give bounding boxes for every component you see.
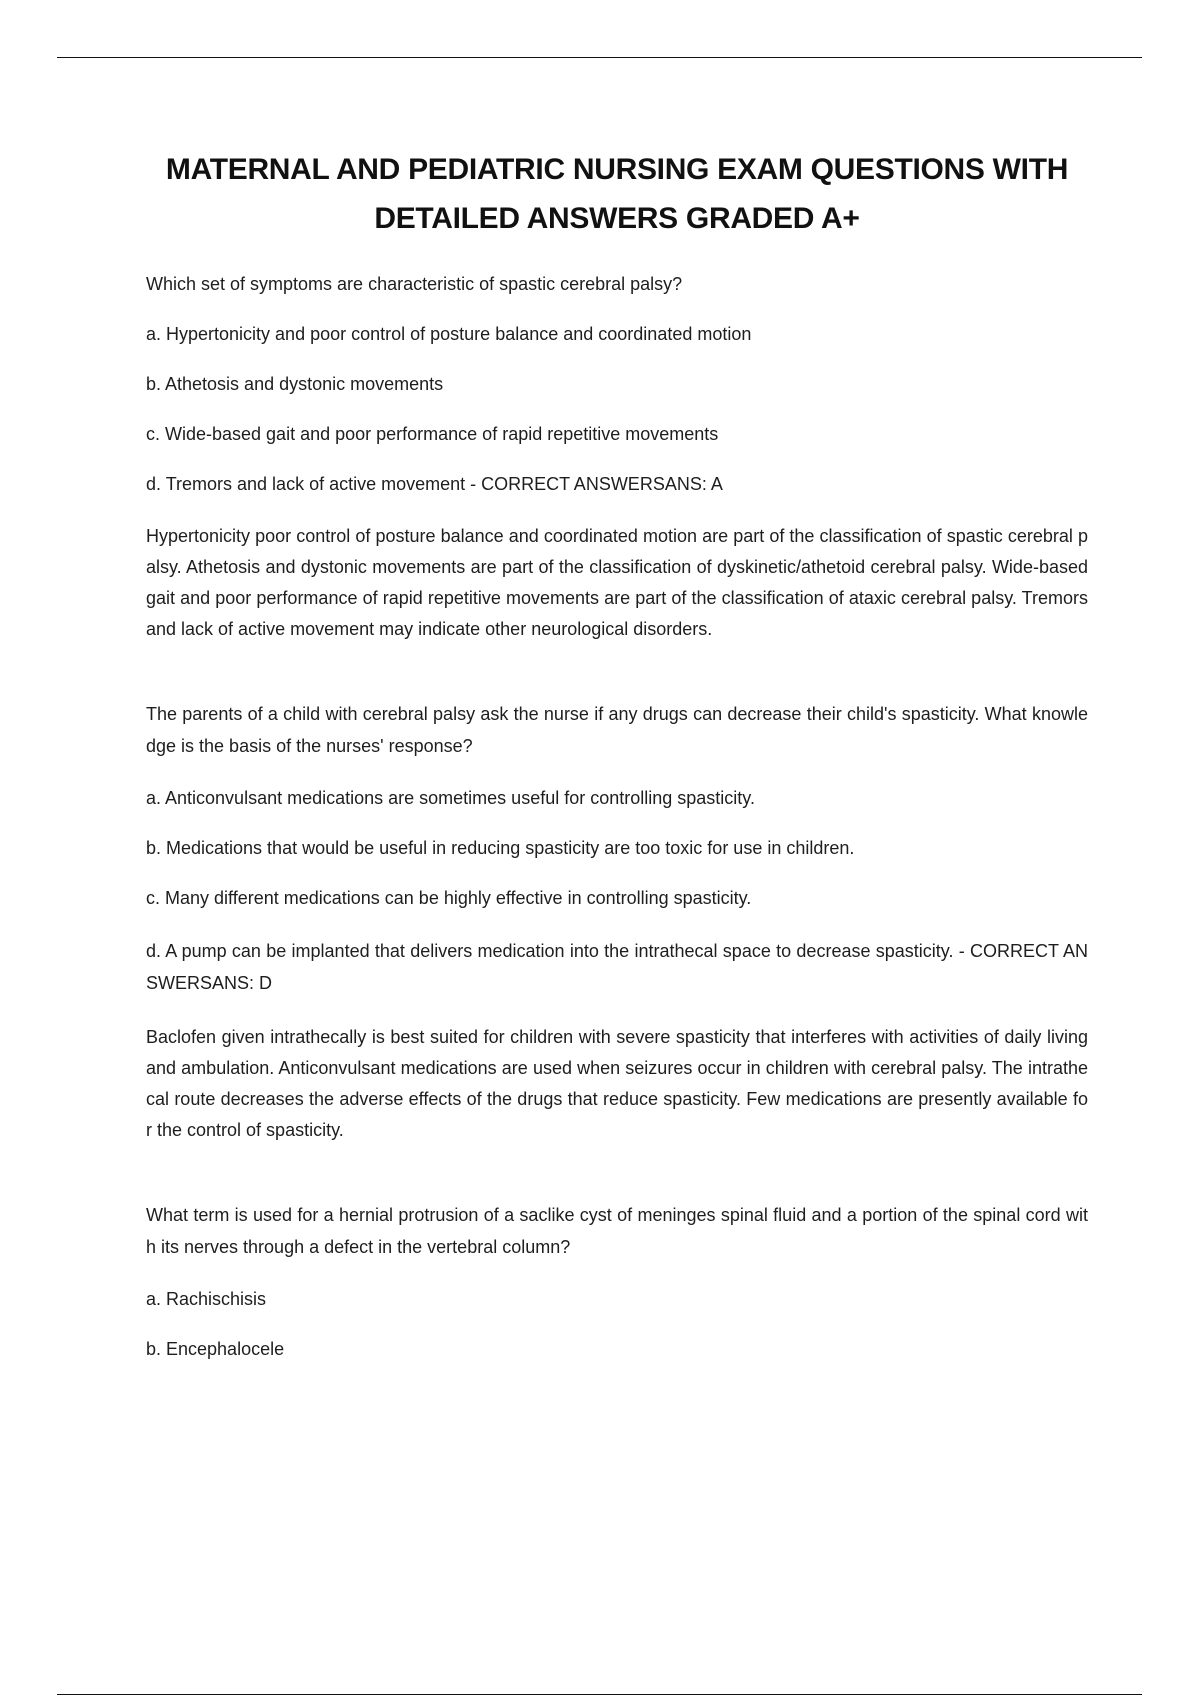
answer-explanation: Baclofen given intrathecally is best suited for children with severe spasticity that interferes with activities of daily living and ambulation. Anticonvulsant medications are used when seizures occur in children with cerebral palsy. The intrathecal route decreases the adverse effects of the drugs that reduce spasticity. Few medications are presently available for the control of spasticity. xyxy=(146,1027,1088,1140)
option-b: b. Athetosis and dystonic movements xyxy=(146,374,444,394)
option-c: c. Many different medications can be highly effective in controlling spasticity. xyxy=(146,888,752,908)
bottom-rule xyxy=(57,1694,1142,1695)
question-block-1 xyxy=(146,271,1088,645)
option-a: a. Anticonvulsant medications are sometimes useful for controlling spasticity. xyxy=(146,788,755,808)
question-block-2 xyxy=(146,698,1088,1146)
question-text: Which set of symptoms are characteristic of spastic cerebral palsy? xyxy=(146,274,683,294)
option-a: a. Hypertonicity and poor control of posture balance and coordinated motion xyxy=(146,324,752,344)
question-text: What term is used for a hernial protrusion of a saclike cyst of meninges spinal fluid and a portion of the spinal cord with its nerves through a defect in the vertebral column? xyxy=(146,1205,1088,1257)
document-body xyxy=(146,145,1088,1386)
document-title: MATERNAL AND PEDIATRIC NURSING EXAM QUESTIONS WITH DETAILED ANSWERS GRADED A+ xyxy=(165,153,1069,235)
option-a: a. Rachischisis xyxy=(146,1289,267,1309)
top-rule xyxy=(57,57,1142,58)
option-b: b. Encephalocele xyxy=(146,1339,285,1359)
question-text: The parents of a child with cerebral palsy ask the nurse if any drugs can decrease their child's spasticity. What knowledge is the basis of the nurses' response? xyxy=(146,704,1088,756)
option-c: c. Wide-based gait and poor performance of rapid repetitive movements xyxy=(146,424,719,444)
answer-explanation: Hypertonicity poor control of posture balance and coordinated motion are part of the classification of spastic cerebral palsy. Athetosis and dystonic movements are part of the classification of dyskinetic/athetoid cerebral palsy. Wide-based gait and poor performance of rapid repetitive movements are part of the classification of ataxic cerebral palsy. Tremors and lack of active movement may indicate other neurological disorders. xyxy=(146,526,1088,639)
option-d: d. A pump can be implanted that delivers medication into the intrathecal space to decrease spasticity. - CORRECT ANSWERSANS: D xyxy=(146,941,1088,993)
question-block-3 xyxy=(146,1199,1088,1363)
option-d: d. Tremors and lack of active movement - CORRECT ANSWERSANS: A xyxy=(146,474,723,494)
option-b: b. Medications that would be useful in reducing spasticity are too toxic for use in children. xyxy=(146,838,855,858)
